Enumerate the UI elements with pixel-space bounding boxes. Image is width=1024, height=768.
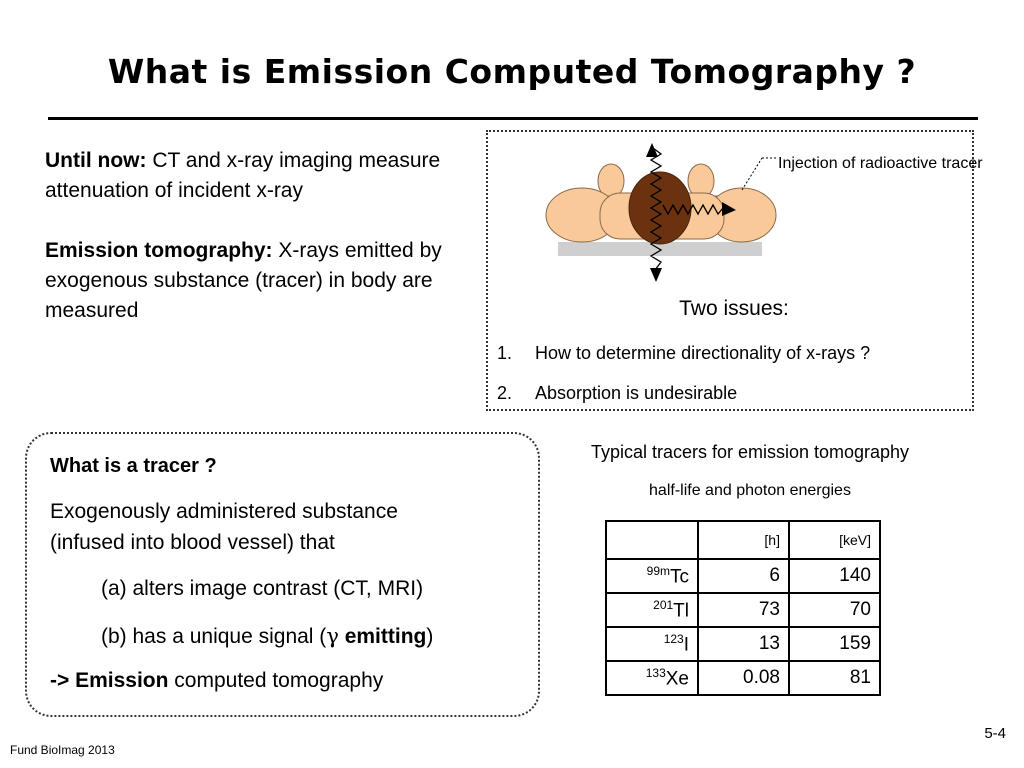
tracer-name-cell bbox=[606, 627, 698, 661]
table-header-cell: [keV] bbox=[789, 521, 880, 559]
injection-label: Injection of radioactive tracer bbox=[778, 155, 983, 172]
title-rule bbox=[48, 117, 978, 120]
issue-number: 2. bbox=[497, 383, 513, 403]
element-symbol: I bbox=[683, 634, 689, 656]
tracer-table bbox=[605, 520, 881, 696]
emission-text: X-rays emitted by exogenous substance (tracer) in body are measured bbox=[45, 239, 442, 322]
table-header-cell bbox=[606, 521, 698, 559]
energy-cell: 81 bbox=[789, 661, 880, 695]
element-symbol: Xe bbox=[665, 668, 689, 690]
gamma-symbol: γ bbox=[326, 624, 339, 648]
issue-text: How to determine directionality of x-rays ? bbox=[535, 343, 871, 363]
tracer-heading: What is a tracer ? bbox=[50, 455, 217, 477]
footer-course: Fund BioImag 2013 bbox=[10, 743, 115, 757]
energy-cell: 159 bbox=[789, 627, 880, 661]
tracer-item-a: (a) alters image contrast (CT, MRI) bbox=[101, 577, 424, 600]
tracer-item-b-post: ) bbox=[426, 625, 434, 648]
arrow-rest: computed tomography bbox=[168, 669, 384, 692]
tracer-name-cell bbox=[606, 661, 698, 695]
until-now-text: CT and x-ray imaging measure attenuation of incident x-ray bbox=[45, 149, 441, 202]
table-row bbox=[606, 593, 880, 627]
emission-label: Emission tomography: bbox=[45, 239, 273, 262]
isotope-mass: 133 bbox=[645, 665, 666, 680]
tracer-item-b bbox=[101, 624, 433, 649]
table-row bbox=[606, 661, 880, 695]
intro-text bbox=[45, 146, 475, 356]
isotope-mass: 123 bbox=[663, 631, 684, 646]
emission-paragraph bbox=[45, 236, 475, 326]
table-header-row bbox=[606, 521, 880, 559]
page-number: 5-4 bbox=[984, 725, 1006, 742]
tracer-definition-line1: Exogenously administered substance bbox=[50, 500, 398, 523]
issue-text: Absorption is undesirable bbox=[535, 383, 738, 403]
emission-conclusion bbox=[50, 669, 383, 693]
until-now-label: Until now: bbox=[45, 149, 147, 172]
energy-cell: 70 bbox=[789, 593, 880, 627]
table-subcaption: half-life and photon energies bbox=[649, 482, 851, 499]
isotope-mass: 99m bbox=[646, 563, 670, 578]
halflife-cell: 0.08 bbox=[698, 661, 789, 695]
table-row bbox=[606, 627, 880, 661]
tracer-definition-line2: (infused into blood vessel) that bbox=[50, 531, 335, 554]
slide-title: What is Emission Computed Tomography ? bbox=[107, 52, 917, 91]
table-row bbox=[606, 559, 880, 593]
until-now-paragraph bbox=[45, 146, 475, 206]
arrow-bold: -> Emission bbox=[50, 669, 169, 692]
isotope-mass: 201 bbox=[653, 597, 674, 612]
halflife-cell: 73 bbox=[698, 593, 789, 627]
element-symbol: Tl bbox=[673, 600, 689, 622]
halflife-cell: 6 bbox=[698, 559, 789, 593]
element-symbol: Tc bbox=[670, 566, 689, 588]
two-issues-heading: Two issues: bbox=[679, 297, 789, 320]
tracer-item-b-bold: emitting bbox=[338, 625, 427, 648]
energy-cell: 140 bbox=[789, 559, 880, 593]
issue-number: 1. bbox=[497, 343, 513, 363]
table-header-cell: [h] bbox=[698, 521, 789, 559]
tracer-name-cell bbox=[606, 559, 698, 593]
tracer-name-cell bbox=[606, 593, 698, 627]
table-caption: Typical tracers for emission tomography bbox=[590, 442, 910, 462]
halflife-cell: 13 bbox=[698, 627, 789, 661]
tracer-item-b-pre: (b) has a unique signal ( bbox=[101, 625, 327, 648]
